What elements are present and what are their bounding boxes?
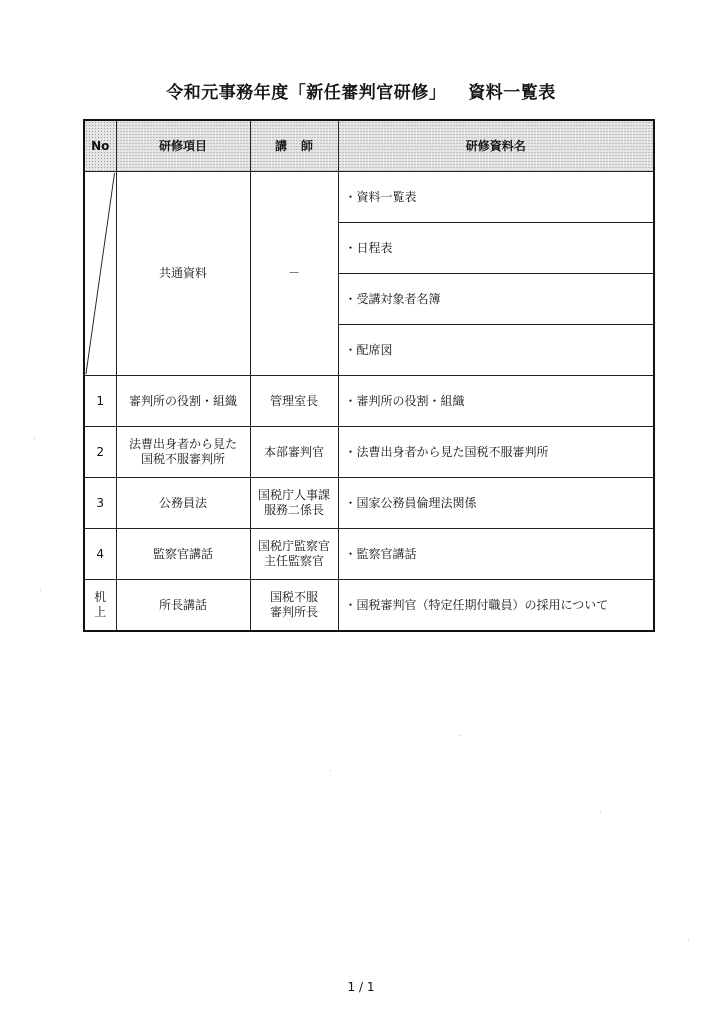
row-material: ・法曹出身者から見た国税不服審判所 xyxy=(338,427,654,478)
row-instructor xyxy=(250,478,338,529)
row-item-line: 公務員法 xyxy=(158,495,207,510)
row-instructor-line: 管理室長 xyxy=(269,393,318,408)
row-instructor xyxy=(250,376,338,427)
row-item-line: 国税不服審判所 xyxy=(140,452,225,466)
row-item-line: 所長講話 xyxy=(158,597,207,612)
row-item-line: 審判所の役割・組織 xyxy=(128,393,237,408)
row-instructor xyxy=(250,427,338,478)
header-instructor-a: 講 xyxy=(274,138,287,153)
common-material: ・受講対象者名簿 xyxy=(338,274,654,325)
header-row xyxy=(84,120,654,172)
common-material: ・資料一覧表 xyxy=(338,172,654,223)
row-instructor-line: 服務二係長 xyxy=(263,503,324,517)
row-item xyxy=(116,580,250,632)
header-no: No xyxy=(84,120,116,172)
header-instructor-b: 師 xyxy=(301,138,314,153)
row-item-line: 法曹出身者から見た xyxy=(128,437,237,451)
row-instructor-line: 審判所長 xyxy=(269,605,318,619)
row-no: 2 xyxy=(84,427,116,478)
table-row xyxy=(84,478,654,529)
row-material: ・審判所の役割・組織 xyxy=(338,376,654,427)
common-row xyxy=(84,172,654,223)
row-item xyxy=(116,427,250,478)
common-no-cell xyxy=(84,172,116,376)
row-item xyxy=(116,529,250,580)
row-item xyxy=(116,376,250,427)
row-item xyxy=(116,478,250,529)
row-instructor-line: 本部審判官 xyxy=(263,444,324,459)
row-no: 3 xyxy=(84,478,116,529)
header-item: 研修項目 xyxy=(116,120,250,172)
row-no: 1 xyxy=(84,376,116,427)
table-row xyxy=(84,529,654,580)
common-material: ・日程表 xyxy=(338,223,654,274)
row-instructor-line: 国税庁人事課 xyxy=(257,488,330,502)
row-no: 4 xyxy=(84,529,116,580)
table-row xyxy=(84,580,654,632)
row-no: 机上 xyxy=(84,580,116,632)
common-material: ・配席図 xyxy=(338,325,654,376)
row-instructor-line: 国税不服 xyxy=(269,590,318,604)
table-row xyxy=(84,376,654,427)
common-item: 共通資料 xyxy=(116,172,250,376)
row-instructor-line: 国税庁監察官 xyxy=(257,539,330,553)
header-instructor xyxy=(250,120,338,172)
common-instructor: － xyxy=(250,172,338,376)
row-material: ・監察官講話 xyxy=(338,529,654,580)
diagonal-slash xyxy=(85,172,116,375)
row-material: ・国税審判官（特定任期付職員）の採用について xyxy=(338,580,654,632)
page-number: 1 / 1 xyxy=(347,980,375,994)
table-row xyxy=(84,427,654,478)
materials-table xyxy=(83,119,655,632)
title-main: 令和元事務年度「新任審判官研修」 xyxy=(166,83,447,103)
title-sub: 資料一覧表 xyxy=(468,83,556,103)
row-instructor xyxy=(250,529,338,580)
row-instructor xyxy=(250,580,338,632)
document-title xyxy=(0,78,722,103)
header-materials: 研修資料名 xyxy=(338,120,654,172)
row-item-line: 監察官講話 xyxy=(152,546,213,561)
row-instructor-line: 主任監察官 xyxy=(263,554,324,568)
row-material: ・国家公務員倫理法関係 xyxy=(338,478,654,529)
